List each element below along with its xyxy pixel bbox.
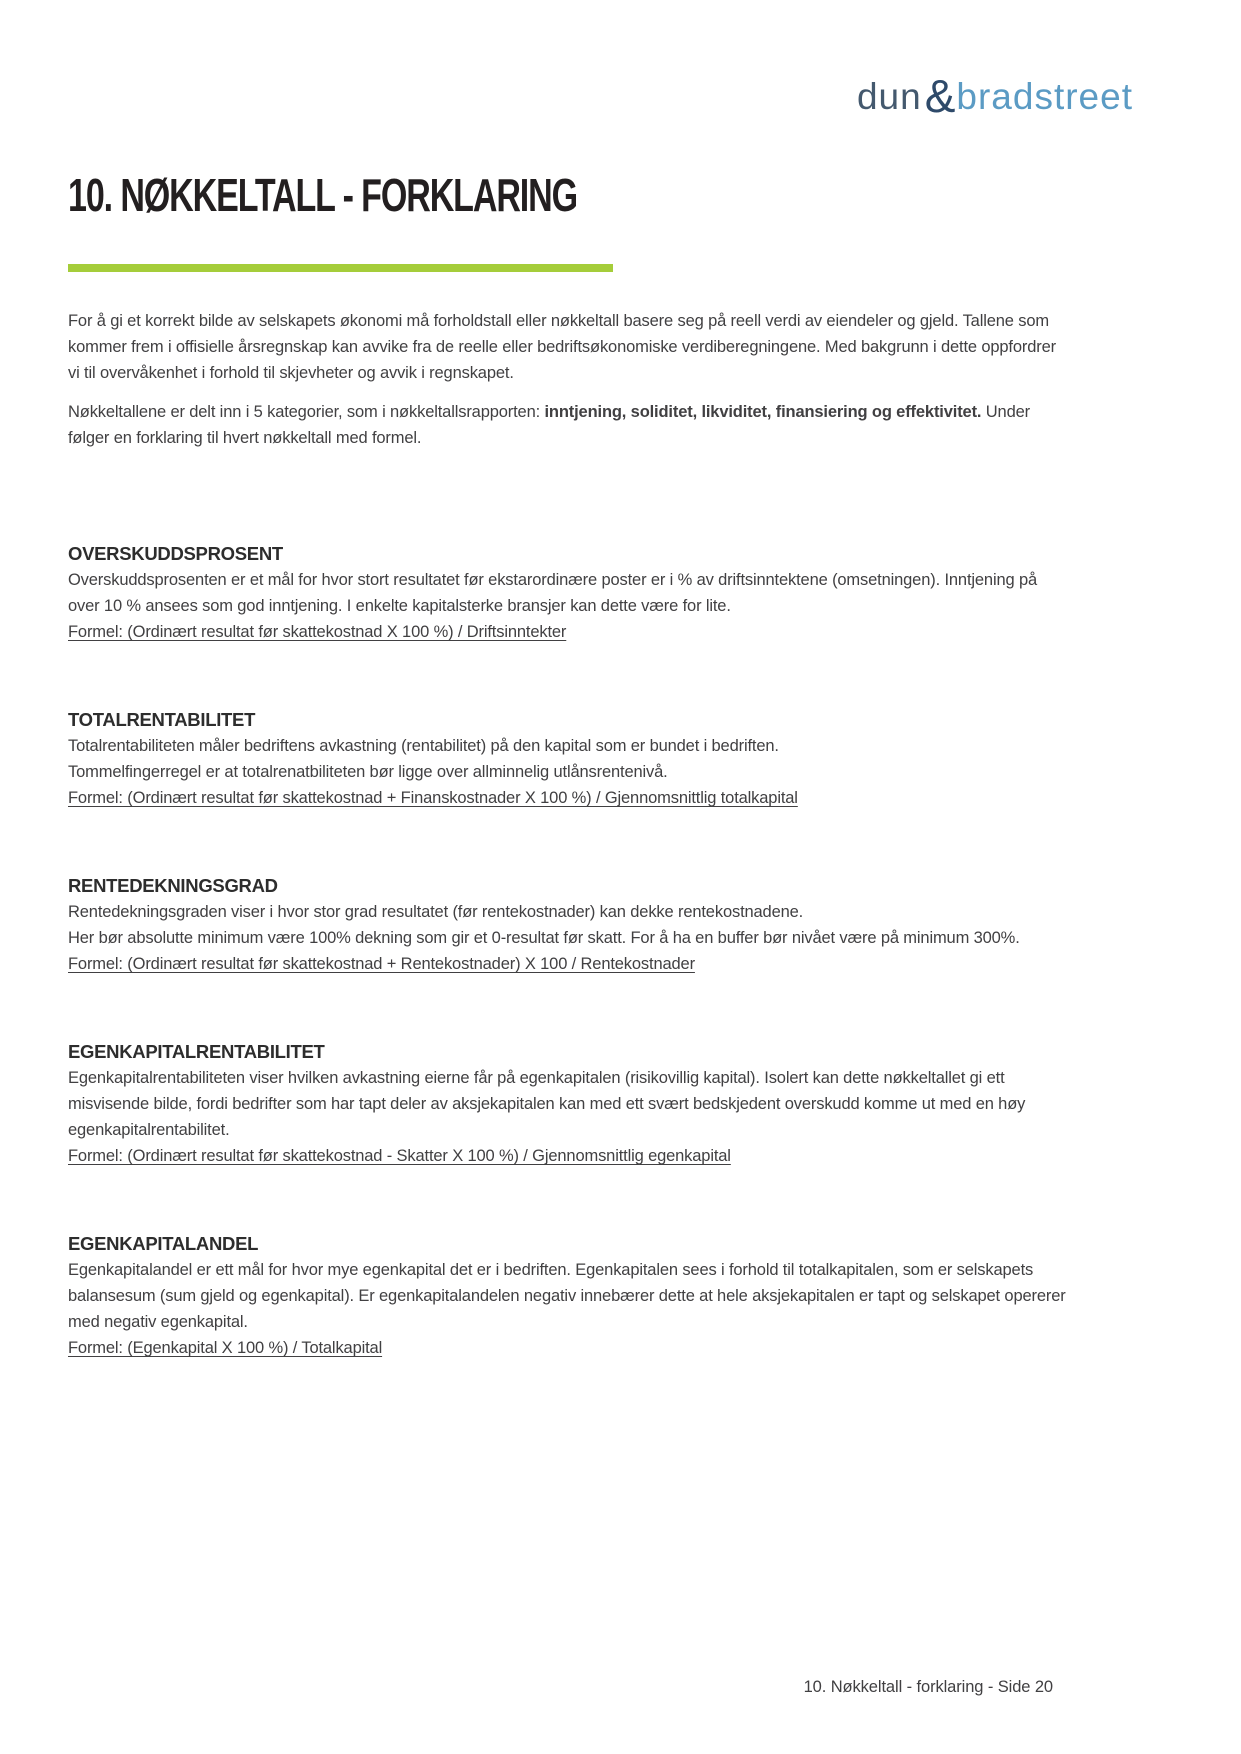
page-footer: 10. Nøkkeltall - forklaring - Side 20 [803, 1678, 1053, 1696]
intro-paragraph-2-prefix: Nøkkeltallene er delt inn i 5 kategorier, som i nøkkeltallsrapporten: [68, 403, 545, 421]
dun-bradstreet-logo [857, 66, 1133, 120]
ampersand-icon: & [924, 70, 956, 122]
logo-text-bradstreet: bradstreet [956, 76, 1133, 117]
section-body [68, 899, 1070, 951]
section-body-line: Her bør absolutte minimum være 100% dekning som gir et 0-resultat før skatt. For å ha en buffer bør nivået være på minimum 300%. [68, 929, 1020, 947]
section-formula: Formel: (Ordinært resultat før skattekostnad - Skatter X 100 %) / Gjennomsnittlig egenkapital [68, 1147, 731, 1165]
intro-paragraph-2-categories: inntjening, soliditet, likviditet, finansiering og effektivitet. [544, 403, 982, 421]
section-body [68, 733, 1070, 785]
section-heading: TOTALRENTABILITET [68, 709, 256, 730]
section-formula: Formel: (Ordinært resultat før skattekostnad + Finanskostnader X 100 %) / Gjennomsnittlig totalkapital [68, 789, 798, 807]
logo-text-dun: dun [856, 76, 922, 117]
section-body [68, 567, 1070, 619]
section-heading: EGENKAPITALRENTABILITET [68, 1041, 325, 1062]
sections [68, 541, 1070, 1361]
section-body-line: Totalrentabiliteten måler bedriftens avkastning (rentabilitet) på den kapital som er bundet i bedriften. [68, 737, 779, 755]
kpi-section [68, 1039, 1070, 1169]
section-body-line: Egenkapitalandel er ett mål for hvor mye egenkapital det er i bedriften. Egenkapitalen sees i forhold til totalkapitalen, som er selskapets balansesum (sum gjeld og egenkapital). Er egenkapitalandelen negativ innebærer dette at hele aksjekapitalen er tapt og selskapet opererer med negativ egenkapital. [68, 1261, 1066, 1331]
kpi-section [68, 541, 1070, 645]
section-heading: OVERSKUDDSPROSENT [68, 543, 283, 564]
section-body-line: Overskuddsprosenten er et mål for hvor stort resultatet før ekstarordinære poster er i % av driftsinntektene (omsetningen). Inntjening på over 10 % ansees som god inntjening. I enkelte kapitalsterke bransjer kan dette være for lite. [68, 571, 1037, 615]
section-body [68, 1257, 1070, 1335]
section-formula: Formel: (Egenkapital X 100 %) / Totalkapital [68, 1339, 383, 1357]
section-body-line: Tommelfingerregel er at totalrenatbiliteten bør ligge over allminnelig utlånsrentenivå. [68, 763, 668, 781]
kpi-section [68, 873, 1070, 977]
document-body [68, 308, 1070, 1361]
kpi-section [68, 707, 1070, 811]
section-formula: Formel: (Ordinært resultat før skattekostnad + Rentekostnader) X 100 / Rentekostnader [68, 955, 695, 973]
section-body-line: Egenkapitalrentabiliteten viser hvilken avkastning eierne får på egenkapitalen (risikovillig kapital). Isolert kan dette nøkkeltallet gi ett misvisende bilde, fordi bedrifter som har tapt deler av aksjekapitalen kan med ett svært bedskjedent overskudd komme ut med en høy egenkapitalrentabilitet. [68, 1069, 1026, 1139]
section-body [68, 1065, 1070, 1143]
section-heading: RENTEDEKNINGSGRAD [68, 875, 278, 896]
kpi-section [68, 1231, 1070, 1361]
section-body-line: Rentedekningsgraden viser i hvor stor grad resultatet (før rentekostnader) kan dekke rentekostnadene. [68, 903, 804, 921]
green-accent-rule [68, 264, 613, 272]
page-title: 10. NØKKELTALL - FORKLARING [68, 169, 577, 221]
section-formula: Formel: (Ordinært resultat før skattekostnad X 100 %) / Driftsinntekter [68, 623, 567, 641]
intro-paragraph-2 [68, 399, 1070, 451]
section-heading: EGENKAPITALANDEL [68, 1233, 259, 1254]
intro-paragraph-1: For å gi et korrekt bilde av selskapets økonomi må forholdstall eller nøkkeltall basere seg på reell verdi av eiendeler og gjeld. Tallene som kommer frem i offisielle årsregnskap kan avvike fra de reelle eller bedriftsøkonomiske verdiberegningene. Med bakgrunn i dette oppfordrer vi til overvåkenhet i forhold til skjevheter og avvik i regnskapet. [68, 312, 1056, 382]
intro-paragraph-2-suffix: Under følger en forklaring til hvert nøkkeltall med formel. [68, 403, 1030, 447]
